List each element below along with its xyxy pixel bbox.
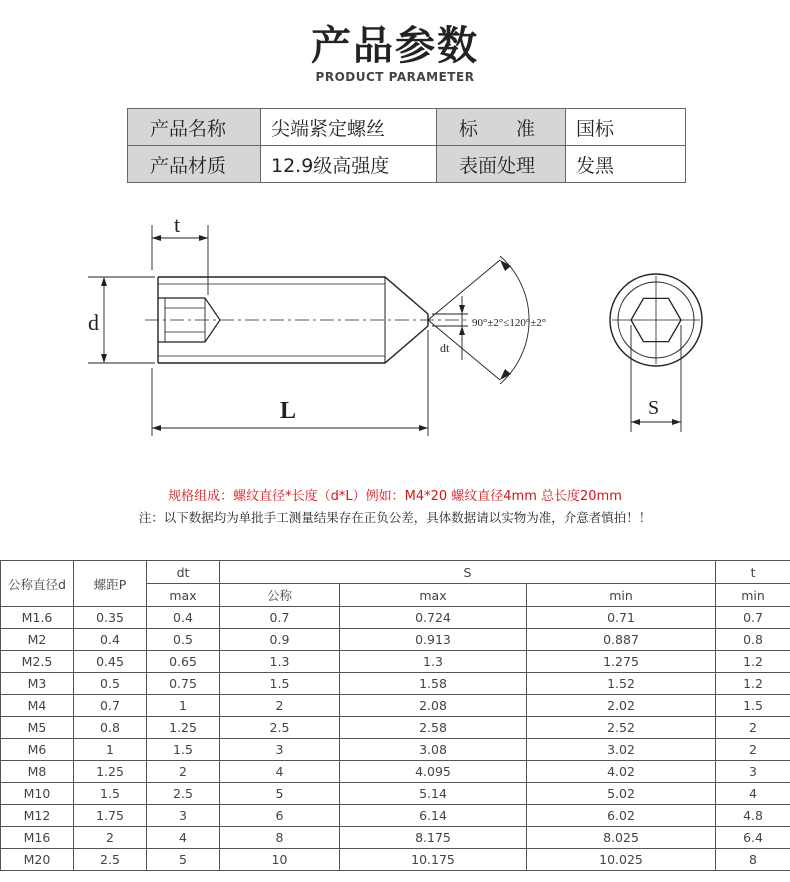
screw-body-top-edge — [158, 277, 428, 314]
cell-t-min: 4 — [716, 783, 790, 805]
info-row — [128, 109, 686, 146]
product-info-table — [127, 108, 686, 183]
cell-dt-max: 1 — [147, 695, 220, 717]
cell-s-nominal: 3 — [220, 739, 340, 761]
label-l: L — [280, 398, 297, 424]
table-row — [1, 783, 790, 805]
label-s: S — [648, 397, 660, 419]
cell-pitch: 0.4 — [74, 629, 147, 651]
page-title: 产品参数 — [311, 23, 479, 69]
table-row — [1, 651, 790, 673]
angle-label: 90°±2°≤120°±2° — [472, 317, 547, 329]
info-value: 12.9级高强度 — [261, 146, 437, 183]
cell-s-min: 2.02 — [527, 695, 716, 717]
spec-table-body — [1, 607, 790, 871]
cell-s-nominal: 2.5 — [220, 717, 340, 739]
cell-pitch: 0.45 — [74, 651, 147, 673]
cell-s-max: 10.175 — [340, 849, 527, 871]
set-screw-diagram — [0, 200, 790, 445]
angle-line — [428, 260, 500, 320]
table-row — [1, 717, 790, 739]
cell-s-nominal: 5 — [220, 783, 340, 805]
cell-dt-max: 4 — [147, 827, 220, 849]
cell-dt-max: 0.65 — [147, 651, 220, 673]
cell-t-min: 0.8 — [716, 629, 790, 651]
table-row — [1, 849, 790, 871]
spec-format-note: 规格组成：螺纹直径*长度（d*L）例如：M4*20 螺纹直径4mm 总长度20mm — [168, 489, 622, 504]
cell-s-nominal: 2 — [220, 695, 340, 717]
cell-dt-max: 5 — [147, 849, 220, 871]
col-subheader-s-min: min — [527, 584, 716, 607]
cell-s-nominal: 1.3 — [220, 651, 340, 673]
col-header-pitch: 螺距P — [74, 561, 147, 607]
info-value: 国标 — [566, 109, 686, 146]
cell-s-min: 3.02 — [527, 739, 716, 761]
cell-s-min: 8.025 — [527, 827, 716, 849]
info-key: 表面处理 — [437, 146, 566, 183]
col-subheader-s-nominal: 公称 — [220, 584, 340, 607]
cell-s-max: 0.913 — [340, 629, 527, 651]
spec-header-row — [1, 561, 790, 584]
cell-dt-max: 2.5 — [147, 783, 220, 805]
cell-s-max: 1.58 — [340, 673, 527, 695]
cell-pitch: 0.8 — [74, 717, 147, 739]
cell-s-min: 5.02 — [527, 783, 716, 805]
cell-s-nominal: 1.5 — [220, 673, 340, 695]
cell-dt-max: 0.5 — [147, 629, 220, 651]
cell-diameter: M20 — [1, 849, 74, 871]
cell-dt-max: 1.5 — [147, 739, 220, 761]
cell-s-nominal: 10 — [220, 849, 340, 871]
cell-s-max: 8.175 — [340, 827, 527, 849]
cell-t-min: 1.2 — [716, 651, 790, 673]
cell-t-min: 2 — [716, 717, 790, 739]
cell-t-min: 8 — [716, 849, 790, 871]
col-subheader-dt-max: max — [147, 584, 220, 607]
table-row — [1, 673, 790, 695]
info-value: 发黑 — [566, 146, 686, 183]
arrowhead — [672, 419, 681, 425]
col-header-t: t — [716, 561, 790, 584]
cell-s-nominal: 4 — [220, 761, 340, 783]
page-subtitle: PRODUCT PARAMETER — [315, 70, 475, 84]
cell-s-min: 0.887 — [527, 629, 716, 651]
col-subheader-t-min: min — [716, 584, 790, 607]
arrowhead — [459, 305, 465, 314]
arrowhead — [459, 326, 465, 335]
table-row — [1, 739, 790, 761]
cell-pitch: 1.5 — [74, 783, 147, 805]
cell-s-max: 6.14 — [340, 805, 527, 827]
cell-s-min: 4.02 — [527, 761, 716, 783]
cell-s-nominal: 0.9 — [220, 629, 340, 651]
cell-s-max: 5.14 — [340, 783, 527, 805]
cell-diameter: M10 — [1, 783, 74, 805]
angle-line — [428, 320, 500, 380]
col-header-s: S — [220, 561, 716, 584]
cell-t-min: 3 — [716, 761, 790, 783]
cell-diameter: M16 — [1, 827, 74, 849]
cell-s-min: 1.275 — [527, 651, 716, 673]
arrowhead — [631, 419, 640, 425]
cell-dt-max: 0.75 — [147, 673, 220, 695]
spec-table — [0, 560, 790, 871]
cell-diameter: M5 — [1, 717, 74, 739]
arrowhead — [101, 277, 107, 286]
cell-pitch: 1.25 — [74, 761, 147, 783]
cell-pitch: 1 — [74, 739, 147, 761]
arrowhead — [101, 354, 107, 363]
table-row — [1, 629, 790, 651]
cell-dt-max: 0.4 — [147, 607, 220, 629]
cell-s-min: 6.02 — [527, 805, 716, 827]
cell-pitch: 0.7 — [74, 695, 147, 717]
cell-t-min: 2 — [716, 739, 790, 761]
cell-s-max: 2.08 — [340, 695, 527, 717]
cell-t-min: 0.7 — [716, 607, 790, 629]
info-key: 标 准 — [437, 109, 566, 146]
col-header-dt: dt — [147, 561, 220, 584]
measurement-disclaimer: 注：以下数据均为单批手工测量结果存在正负公差，具体数据请以实物为准，介意者慎拍！！ — [138, 510, 652, 525]
cell-t-min: 4.8 — [716, 805, 790, 827]
cell-s-max: 0.724 — [340, 607, 527, 629]
cell-s-nominal: 0.7 — [220, 607, 340, 629]
cell-t-min: 1.5 — [716, 695, 790, 717]
cell-diameter: M2 — [1, 629, 74, 651]
cell-s-max: 1.3 — [340, 651, 527, 673]
cell-pitch: 0.5 — [74, 673, 147, 695]
table-row — [1, 805, 790, 827]
cell-diameter: M8 — [1, 761, 74, 783]
label-d: d — [88, 310, 99, 335]
cell-dt-max: 1.25 — [147, 717, 220, 739]
cell-s-max: 4.095 — [340, 761, 527, 783]
info-row — [128, 146, 686, 183]
screw-body-bottom-edge — [158, 326, 428, 363]
arrowhead — [152, 425, 161, 431]
cell-diameter: M3 — [1, 673, 74, 695]
arrowhead — [419, 425, 428, 431]
cell-t-min: 6.4 — [716, 827, 790, 849]
table-row — [1, 761, 790, 783]
cell-dt-max: 3 — [147, 805, 220, 827]
cell-dt-max: 2 — [147, 761, 220, 783]
cell-s-min: 2.52 — [527, 717, 716, 739]
col-header-diameter: 公称直径d — [1, 561, 74, 607]
cell-pitch: 2 — [74, 827, 147, 849]
info-key: 产品材质 — [128, 146, 261, 183]
label-dt: dt — [440, 341, 450, 355]
arrowhead — [199, 235, 208, 241]
cell-s-nominal: 8 — [220, 827, 340, 849]
cell-pitch: 1.75 — [74, 805, 147, 827]
table-row — [1, 695, 790, 717]
arrowhead — [152, 235, 161, 241]
cell-s-min: 0.71 — [527, 607, 716, 629]
table-row — [1, 827, 790, 849]
cell-diameter: M2.5 — [1, 651, 74, 673]
cell-diameter: M4 — [1, 695, 74, 717]
cell-diameter: M6 — [1, 739, 74, 761]
cell-s-max: 2.58 — [340, 717, 527, 739]
col-subheader-s-max: max — [340, 584, 527, 607]
cell-s-min: 1.52 — [527, 673, 716, 695]
cell-t-min: 1.2 — [716, 673, 790, 695]
cell-s-nominal: 6 — [220, 805, 340, 827]
info-key: 产品名称 — [128, 109, 261, 146]
label-t: t — [174, 212, 181, 237]
cell-diameter: M12 — [1, 805, 74, 827]
cell-s-min: 10.025 — [527, 849, 716, 871]
cell-diameter: M1.6 — [1, 607, 74, 629]
cell-s-max: 3.08 — [340, 739, 527, 761]
cell-pitch: 2.5 — [74, 849, 147, 871]
info-value: 尖端紧定螺丝 — [261, 109, 437, 146]
cell-pitch: 0.35 — [74, 607, 147, 629]
table-row — [1, 607, 790, 629]
